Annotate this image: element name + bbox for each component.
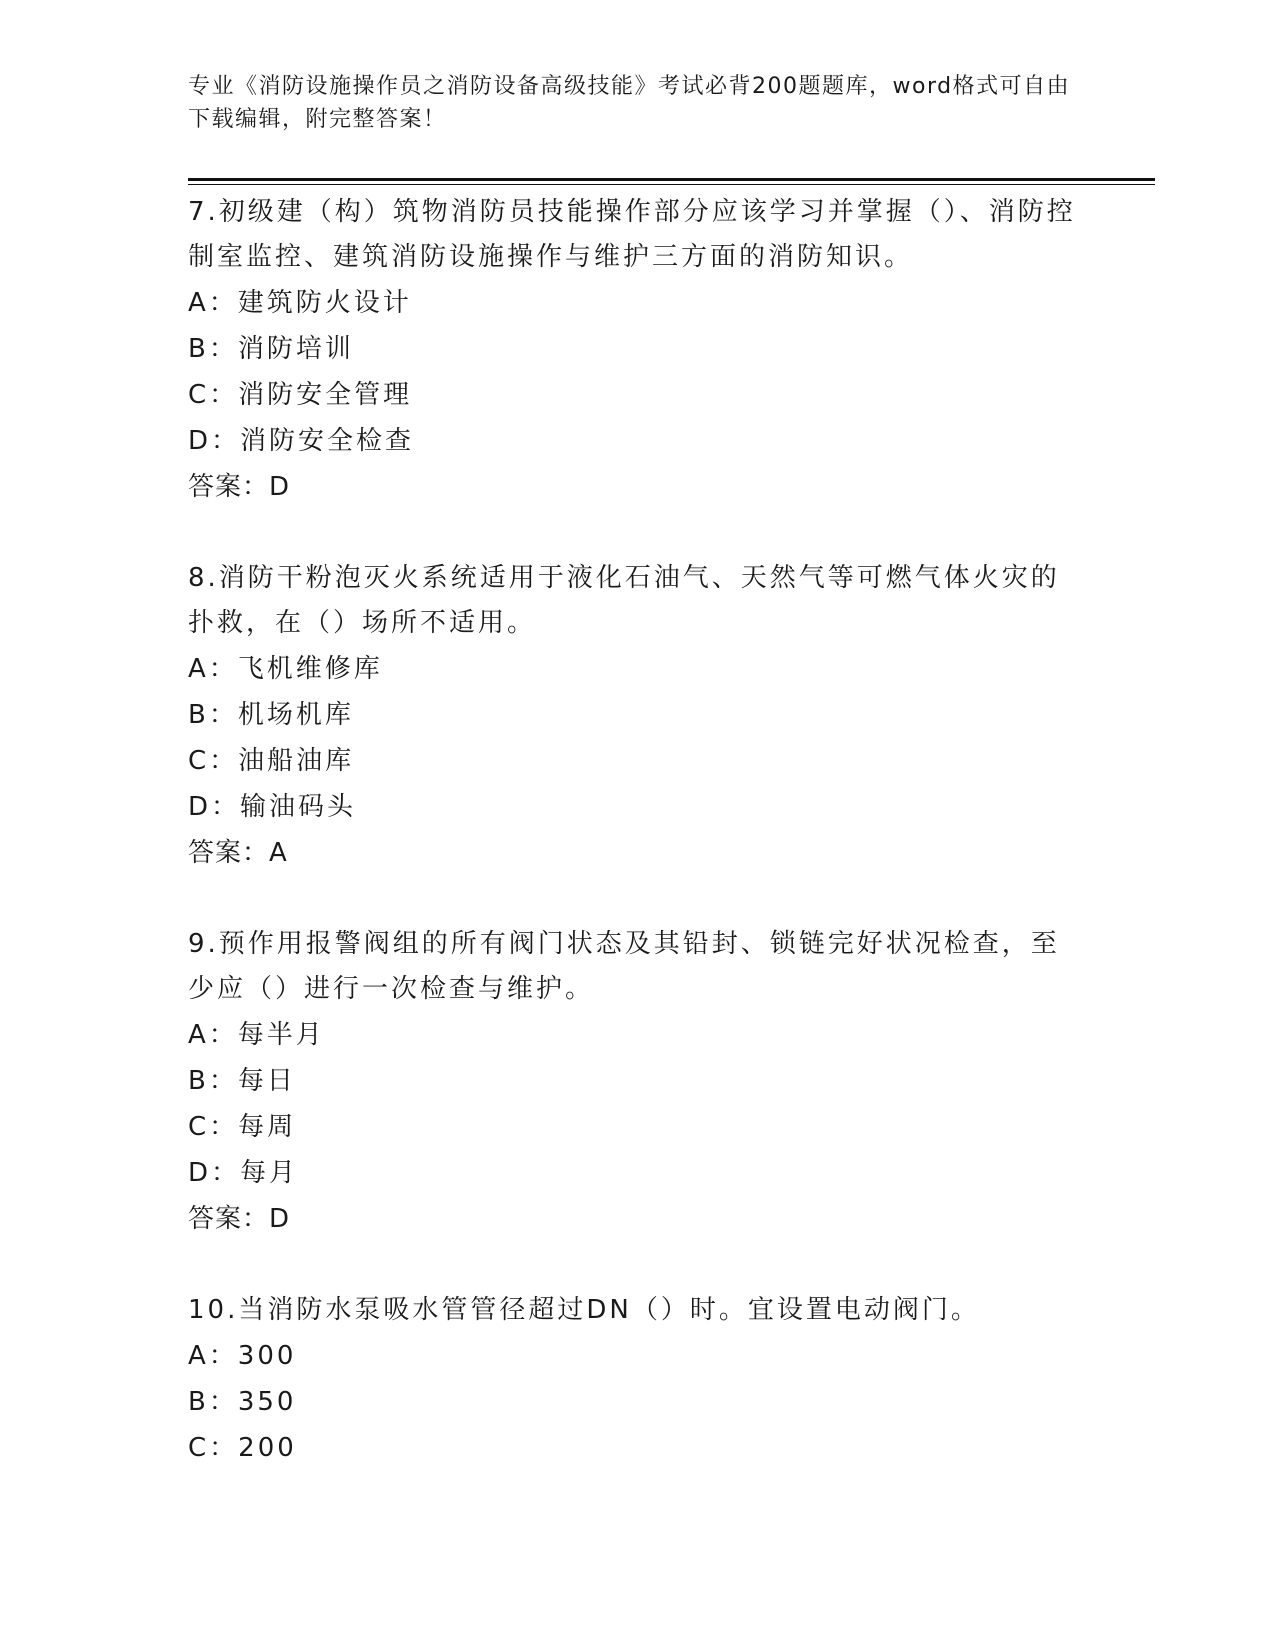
header-divider-thin [188, 184, 1155, 185]
option-d: D：消防安全检查 [188, 426, 415, 456]
question-8 [188, 556, 1088, 876]
option-b: B：350 [188, 1387, 297, 1417]
header-divider-thick [188, 178, 1155, 181]
option-b: B：机场机库 [188, 700, 354, 730]
question-stem: 9.预作用报警阀组的所有阀门状态及其铅封、锁链完好状况检查，至少应（）进行一次检查与维护。 [188, 929, 1060, 1004]
option-a: A：建筑防火设计 [188, 288, 412, 318]
question-stem: 8.消防干粉泡灭火系统适用于液化石油气、天然气等可燃气体火灾的扑救，在（）场所不适用。 [188, 563, 1060, 638]
option-d: D：输油码头 [188, 792, 357, 822]
question-9 [188, 922, 1088, 1242]
question-stem: 7.初级建（构）筑物消防员技能操作部分应该学习并掌握（）、消防控制室监控、建筑消防设施操作与维护三方面的消防知识。 [188, 197, 1076, 272]
option-a: A：飞机维修库 [188, 654, 383, 684]
answer-line: 答案：A [188, 838, 288, 868]
option-b: B：每日 [188, 1066, 296, 1096]
document-header [188, 70, 1088, 136]
header-intro-text: 专业《消防设施操作员之消防设备高级技能》考试必背200题题库，word格式可自由下载编辑，附完整答案！ [188, 74, 1071, 132]
question-7 [188, 190, 1088, 510]
option-a: A：300 [188, 1341, 297, 1371]
option-d: D：每月 [188, 1158, 299, 1188]
option-c: C：每周 [188, 1112, 297, 1142]
option-c: C：油船油库 [188, 746, 355, 776]
option-a: A：每半月 [188, 1020, 325, 1050]
question-list [188, 190, 1088, 1471]
option-c: C：消防安全管理 [188, 380, 413, 410]
question-stem: 10.当消防水泵吸水管管径超过DN（）时。宜设置电动阀门。 [188, 1295, 980, 1325]
option-b: B：消防培训 [188, 334, 354, 364]
option-c: C：200 [188, 1433, 297, 1463]
answer-line: 答案：D [188, 1204, 291, 1234]
answer-line: 答案：D [188, 472, 291, 502]
question-10 [188, 1288, 1088, 1471]
